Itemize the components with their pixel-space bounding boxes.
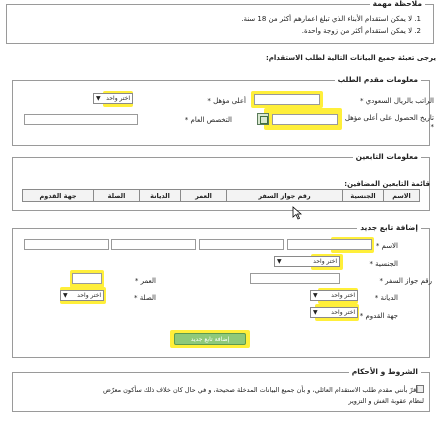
- relation-value: اختر واحد: [77, 292, 101, 299]
- col-nationality: الجنسية: [343, 190, 384, 202]
- intro-text: يرجى تعبئة جميع البيانات التالية لطلب الاستقدام:: [265, 54, 436, 62]
- date-input[interactable]: [272, 114, 338, 125]
- applicant-section: [12, 75, 430, 146]
- nationality-label: الجنسية *: [369, 260, 398, 268]
- date-label: تاريخ الحصول على أعلى مؤهل *: [344, 114, 434, 131]
- salary-label: الراتب بالريال السعودي *: [359, 97, 434, 105]
- chevron-down-icon: ▼: [63, 292, 68, 299]
- col-name: الاسم: [384, 190, 420, 202]
- col-relation: الصلة: [94, 190, 140, 202]
- specialty-label: التخصص العام *: [184, 116, 232, 124]
- terms-legend: الشروط و الأحكام: [349, 367, 421, 376]
- name-input-2[interactable]: [199, 239, 284, 250]
- terms-text-line-2: لنظام عقوبة الغش و التزوير: [348, 397, 424, 405]
- relation-select[interactable]: [60, 290, 104, 301]
- religion-value: اختر واحد: [331, 292, 355, 299]
- origin-value: اختر واحد: [331, 309, 355, 316]
- qualification-value: اختر واحد: [106, 95, 130, 102]
- chevron-down-icon: ▼: [313, 309, 318, 316]
- nationality-value: اختر واحد: [313, 258, 337, 265]
- chevron-down-icon: ▼: [313, 292, 318, 299]
- add-dependent-button[interactable]: إضافة تابع جديد: [174, 333, 246, 345]
- origin-select[interactable]: [310, 307, 358, 318]
- name-input-1[interactable]: [287, 239, 372, 250]
- name-label: الاسم *: [375, 242, 398, 250]
- qualification-label: أعلى مؤهل *: [207, 97, 246, 105]
- applicant-legend: معلومات مقدم الطلب: [335, 75, 421, 84]
- col-religion: الديانة: [140, 190, 181, 202]
- col-age: العمر: [181, 190, 227, 202]
- dependents-table: [22, 189, 420, 202]
- dependents-list-title: قائمة التابعين المضافين:: [344, 180, 430, 188]
- note-line-2: 2. لا يمكن استقدام أكثر من زوجة واحدة.: [301, 27, 421, 35]
- mouse-cursor-icon: [292, 206, 302, 220]
- relation-label: الصلة *: [134, 294, 156, 302]
- col-origin: جهة القدوم: [23, 190, 94, 202]
- specialty-input[interactable]: [24, 114, 138, 125]
- terms-text-line-1: أقرّ بأنني مقدم طلب الاستقدام العائلي، و بأن جميع البيانات المدخلة صحيحة، و في حال كان خلاف ذلك سأكون معرّض: [103, 386, 418, 394]
- age-input[interactable]: [72, 273, 102, 284]
- table-header-row: [23, 190, 420, 202]
- origin-label: جهة القدوم *: [359, 312, 398, 320]
- add-dependent-legend: إضافة تابع جديد: [357, 223, 421, 232]
- col-passport: رقم جواز السفر: [227, 190, 343, 202]
- religion-select[interactable]: [310, 290, 358, 301]
- chevron-down-icon: ▼: [96, 95, 101, 102]
- calendar-icon[interactable]: [257, 113, 269, 125]
- note-title: ملاحظة مهمة: [370, 0, 425, 8]
- passport-label: رقم جواز السفر *: [379, 277, 432, 285]
- note-line-1: 1. لا يمكن استقدام الأبناء الذي تبلغ اعمارهم أكثر من 18 سنة.: [241, 15, 421, 23]
- name-input-3[interactable]: [111, 239, 196, 250]
- note-box: [6, 0, 434, 44]
- dependents-legend: معلومات التابعين: [353, 152, 421, 161]
- chevron-down-icon: ▼: [277, 258, 282, 265]
- name-input-4[interactable]: [24, 239, 109, 250]
- passport-input[interactable]: [250, 273, 340, 284]
- salary-input[interactable]: [254, 94, 320, 105]
- age-label: العمر *: [134, 277, 156, 285]
- qualification-select[interactable]: [93, 93, 133, 104]
- religion-label: الديانة *: [374, 294, 398, 302]
- nationality-select[interactable]: [274, 256, 340, 267]
